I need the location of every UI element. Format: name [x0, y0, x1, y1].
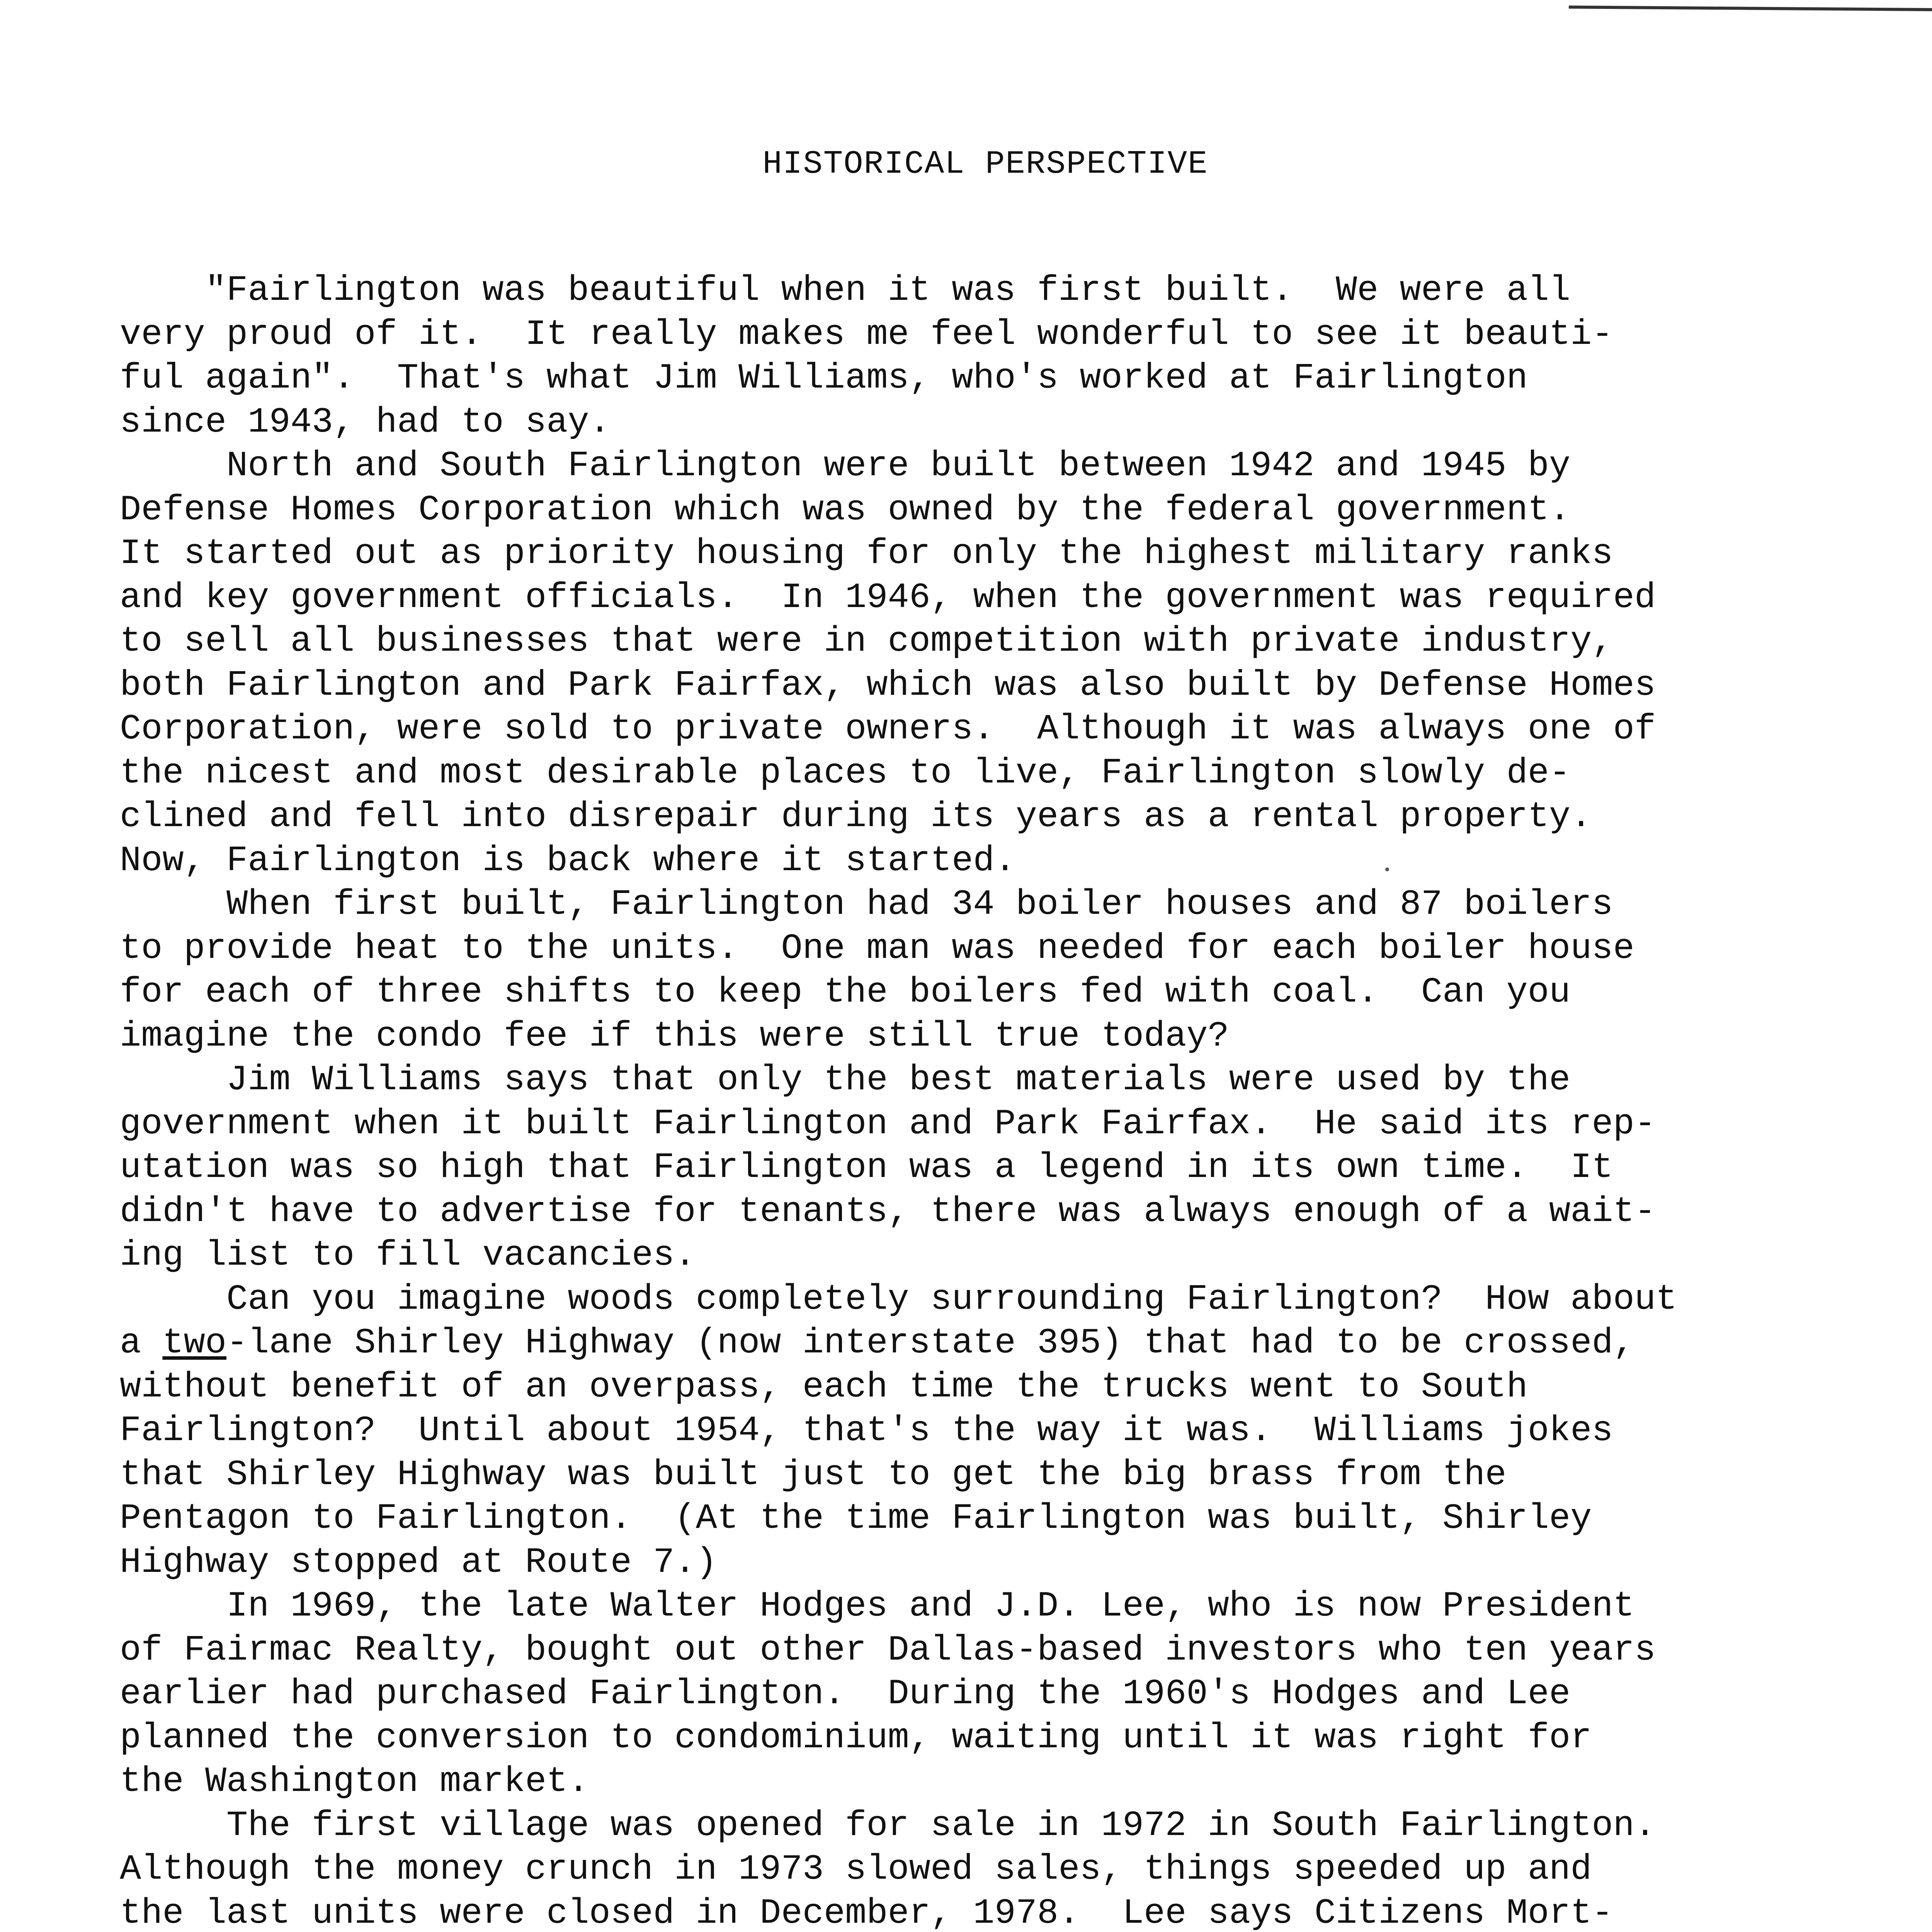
text-line: both Fairlington and Park Fairfax, which was also built by Defense Homes: [120, 665, 1656, 706]
text-line: that Shirley Highway was built just to get the big brass from the: [120, 1454, 1507, 1495]
text-line: the Washington market.: [120, 1761, 589, 1802]
text-line: very proud of it. It really makes me feel wonderful to see it beauti-: [120, 314, 1613, 355]
text-line: ful again". That's what Jim Williams, who's worked at Fairlington: [120, 358, 1528, 398]
text-line: Now, Fairlington is back where it started.: [120, 840, 1016, 881]
text-line: Jim Williams says that only the best materials were used by the: [120, 1060, 1571, 1100]
text-line: The first village was opened for sale in 1972 in South Fairlington.: [120, 1805, 1656, 1846]
speck: [1385, 867, 1389, 871]
text-line: Pentagon to Fairlington. (At the time Fairlington was built, Shirley: [120, 1498, 1592, 1539]
text-line: to sell all businesses that were in competition with private industry,: [120, 621, 1613, 662]
underlined-word: two: [162, 1323, 227, 1363]
scan-edge-line: [1569, 5, 1932, 11]
text-line: government when it built Fairlington and Park Fairfax. He said its rep-: [120, 1103, 1656, 1144]
text-line: to provide heat to the units. One man was needed for each boiler house: [120, 928, 1634, 969]
text-line: Fairlington? Until about 1954, that's the way it was. Williams jokes: [120, 1410, 1613, 1451]
text-line: When first built, Fairlington had 34 boiler houses and 87 boilers: [120, 884, 1613, 925]
text-line: and key government officials. In 1946, when the government was required: [120, 577, 1656, 618]
text-line: North and South Fairlington were built between 1942 and 1945 by: [120, 446, 1571, 486]
text-line: the nicest and most desirable places to live, Fairlington slowly de-: [120, 752, 1571, 793]
text-line: Corporation, were sold to private owners. Although it was always one of: [120, 709, 1656, 749]
text-line: "Fairlington was beautiful when it was first built. We were all: [120, 270, 1571, 311]
article-body: [120, 269, 1882, 1932]
text-line: of Fairmac Realty, bought out other Dallas-based investors who ten years: [120, 1629, 1656, 1670]
text-line: utation was so high that Fairlington was a legend in its own time. It: [120, 1147, 1613, 1188]
text-line: earlier had purchased Fairlington. During the 1960's Hodges and Lee: [120, 1673, 1571, 1714]
text-line: It started out as priority housing for only the highest military ranks: [120, 533, 1613, 574]
text-line: Although the money crunch in 1973 slowed sales, things speeded up and: [120, 1849, 1592, 1889]
text-line: since 1943, had to say.: [120, 401, 611, 442]
text-line: ing list to fill vacancies.: [120, 1235, 696, 1276]
text-line: Can you imagine woods completely surrounding Fairlington? How about: [120, 1279, 1677, 1320]
text-line: a two-lane Shirley Highway (now interstate 395) that had to be crossed,: [120, 1323, 1634, 1363]
text-line: didn't have to advertise for tenants, there was always enough of a wait-: [120, 1191, 1656, 1232]
text-line: imagine the condo fee if this were still true today?: [120, 1015, 1229, 1056]
text-line: In 1969, the late Walter Hodges and J.D. Lee, who is now President: [120, 1586, 1634, 1626]
page-title: HISTORICAL PERSPECTIVE: [762, 146, 1208, 183]
text-line: without benefit of an overpass, each time the trucks went to South: [120, 1366, 1528, 1407]
text-line: Highway stopped at Route 7.): [120, 1542, 717, 1583]
text-line: for each of three shifts to keep the boilers fed with coal. Can you: [120, 972, 1571, 1012]
text-line: planned the conversion to condominium, waiting until it was right for: [120, 1717, 1592, 1758]
text-line: clined and fell into disrepair during its years as a rental property.: [120, 796, 1592, 837]
text-line: the last units were closed in December, 1978. Lee says Citizens Mort-: [120, 1893, 1613, 1932]
text-line: Defense Homes Corporation which was owned by the federal government.: [120, 489, 1571, 530]
